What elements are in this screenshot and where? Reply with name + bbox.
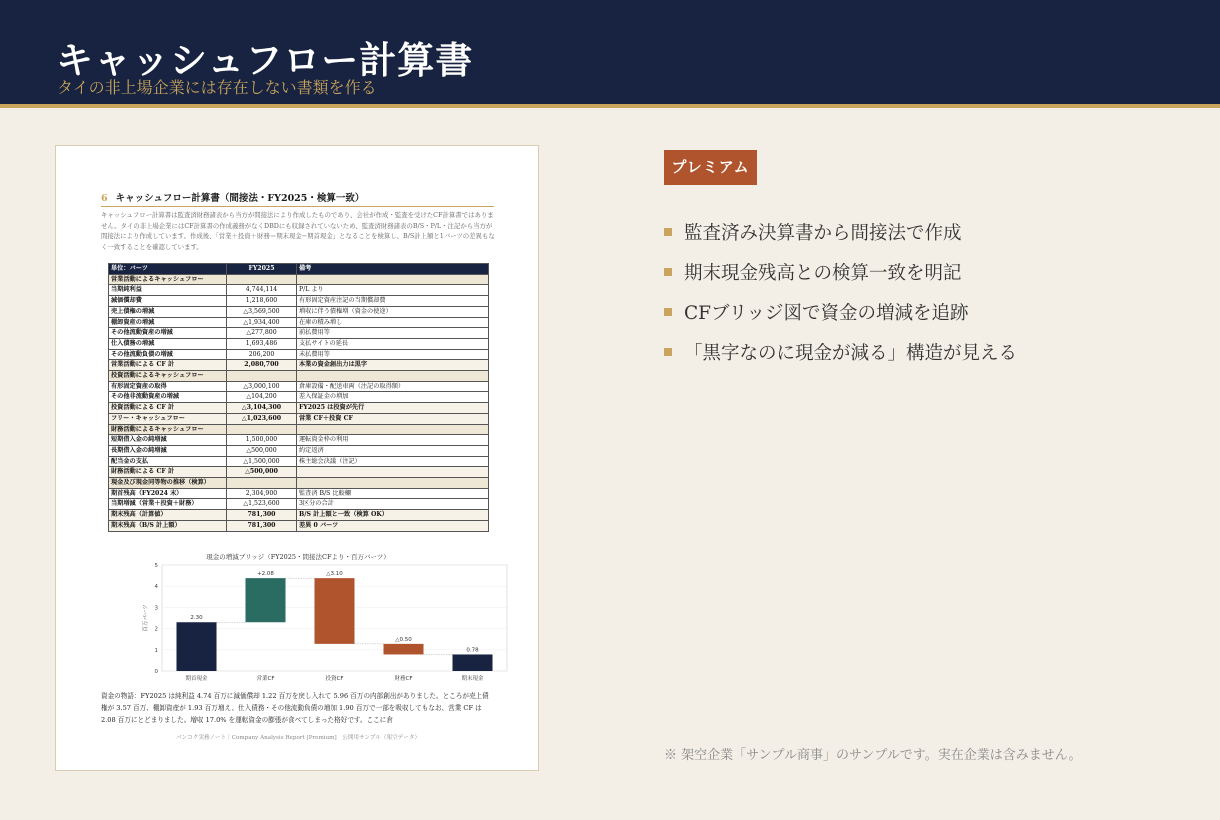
table-section-row [109, 478, 489, 489]
row-label: その他非流動資産の増減 [109, 392, 227, 403]
row-label: 現金及び現金同等物の推移（検算） [109, 478, 227, 489]
row-value: △3,104,300 [227, 403, 297, 414]
row-label: 仕入債務の増減 [109, 338, 227, 349]
header-accent-line [0, 104, 1220, 108]
feature-item [664, 292, 1017, 332]
feature-list [664, 212, 1017, 372]
feature-item [664, 252, 1017, 292]
row-note [297, 424, 489, 435]
chart-bar [314, 578, 354, 644]
row-label: 投資活動による CF 計 [109, 403, 227, 414]
bullet-square-icon [664, 268, 672, 276]
table-section-row [109, 274, 489, 285]
row-value: 1,500,000 [227, 435, 297, 446]
row-note: 在庫の積み増し [297, 317, 489, 328]
x-tick-label: 営業CF [256, 676, 275, 682]
row-value: 206,200 [227, 349, 297, 360]
table-row [109, 338, 489, 349]
row-value: 2,304,900 [227, 488, 297, 499]
table-row [109, 392, 489, 403]
row-note [297, 467, 489, 478]
row-label: 期首残高（FY2024 末） [109, 488, 227, 499]
feature-text: 監査済み決算書から間接法で作成 [684, 223, 962, 244]
table-row [109, 328, 489, 339]
page-subtitle: タイの非上場企業には存在しない書類を作る [57, 78, 377, 97]
bar-data-label: △3.10 [326, 571, 343, 578]
y-tick-label: 1 [154, 647, 158, 654]
bar-data-label: 2.30 [190, 615, 203, 622]
row-value: 4,744,114 [227, 285, 297, 296]
row-value: 781,300 [227, 520, 297, 531]
row-value: △500,000 [227, 445, 297, 456]
y-tick-label: 2 [154, 626, 158, 633]
premium-badge: プレミアム [664, 150, 757, 185]
row-label: 営業活動による CF 計 [109, 360, 227, 371]
row-note [297, 371, 489, 382]
section-title: キャッシュフロー計算書（間接法・FY2025・検算一致） [115, 193, 365, 204]
row-value: 2,080,700 [227, 360, 297, 371]
row-value: △104,200 [227, 392, 297, 403]
row-value [227, 371, 297, 382]
chart-bar [383, 644, 423, 655]
row-label: 長期借入金の純増減 [109, 445, 227, 456]
table-row [109, 306, 489, 317]
page-title: キャッシュフロー計算書 [56, 38, 474, 82]
x-tick-label: 財務CF [394, 676, 413, 682]
y-tick-label: 3 [154, 605, 158, 612]
row-value: △277,800 [227, 328, 297, 339]
row-note: 未払費用等 [297, 349, 489, 360]
table-total-row [109, 510, 489, 521]
row-note: 営業 CF＋投資 CF [297, 413, 489, 424]
row-note: 前払費用等 [297, 328, 489, 339]
table-row [109, 488, 489, 499]
row-value: △1,500,000 [227, 456, 297, 467]
row-value: △1,023,600 [227, 413, 297, 424]
table-section-row [109, 424, 489, 435]
row-label: 当期純利益 [109, 285, 227, 296]
row-label: 期末残高（計算値） [109, 510, 227, 521]
row-value: 1,218,600 [227, 296, 297, 307]
table-row [109, 317, 489, 328]
row-note: 株主総会決議（注記） [297, 456, 489, 467]
row-label: その他流動負債の増減 [109, 349, 227, 360]
table-total-row [109, 520, 489, 531]
row-label: その他流動資産の増減 [109, 328, 227, 339]
row-label: 短期借入金の純増減 [109, 435, 227, 446]
row-value [227, 274, 297, 285]
bar-data-label: 0.78 [466, 647, 479, 654]
row-value: △3,000,100 [227, 381, 297, 392]
table-row [109, 349, 489, 360]
row-label: 投資活動によるキャッシュフロー [109, 371, 227, 382]
row-note: 差異 0 バーツ [297, 520, 489, 531]
row-note: 増収に伴う債権増（資金の使途） [297, 306, 489, 317]
row-label: 当期増減（営業＋投資＋財務） [109, 499, 227, 510]
table-row [109, 499, 489, 510]
feature-item [664, 332, 1017, 372]
x-tick-label: 期末現金 [461, 676, 484, 682]
row-value [227, 424, 297, 435]
table-header-row [109, 264, 489, 275]
y-tick-label: 4 [154, 584, 158, 591]
chart-bar [176, 622, 216, 671]
row-note: 運転資金枠の利用 [297, 435, 489, 446]
row-label: 売上債権の増減 [109, 306, 227, 317]
row-note: 有形固定資産注記の当期償却費 [297, 296, 489, 307]
row-label: 棚卸資産の増減 [109, 317, 227, 328]
row-note: B/S 計上額と一致（検算 OK） [297, 510, 489, 521]
disclaimer-note: ※ 架空企業「サンプル商事」のサンプルです。実在企業は含みません。 [664, 748, 1082, 763]
row-value: △1,934,400 [227, 317, 297, 328]
row-note: 差入保証金の増加 [297, 392, 489, 403]
row-note [297, 478, 489, 489]
bar-data-label: △0.50 [395, 636, 412, 643]
row-value: 781,300 [227, 510, 297, 521]
y-tick-label: 5 [154, 563, 158, 569]
row-note: 本業の資金創出力は黒字 [297, 360, 489, 371]
table-total-row [109, 360, 489, 371]
table-section-row [109, 371, 489, 382]
row-value: △500,000 [227, 467, 297, 478]
bullet-square-icon [664, 348, 672, 356]
bar-data-label: +2.08 [257, 571, 274, 578]
x-tick-label: 期首現金 [185, 676, 208, 682]
row-label: 期末残高（B/S 計上額） [109, 520, 227, 531]
row-note: 3区分の合計 [297, 499, 489, 510]
y-tick-label: 0 [154, 669, 158, 675]
bullet-square-icon [664, 228, 672, 236]
chart-bar [245, 578, 285, 622]
chart-title: 現金の増減ブリッジ（FY2025・間接法CFより・百万バーツ） [206, 553, 390, 561]
row-label: 有形固定資産の取得 [109, 381, 227, 392]
table-total-row [109, 403, 489, 414]
column-header-fy2025: FY2025 [227, 264, 297, 275]
chart-bar [452, 654, 492, 671]
row-label: 財務活動による CF 計 [109, 467, 227, 478]
feature-text: CFブリッジ図で資金の増減を追跡 [684, 303, 969, 324]
row-label: 財務活動によるキャッシュフロー [109, 424, 227, 435]
document-story: 資金の物語：FY2025 は純利益 4.74 百万に減価償却 1.22 百万を戻し入れて 5.96 百万の内部創出がありました。ところが売上債権が 3.57 百万、棚卸資産が 1.93 百万増え、仕入債務・その他流動負債の増加 1.90 百万で一部を吸収してもなお、営業 CF は 2.08 百万にとどまりました。増収 17.0% を運転資金の膨張が食べてしまった格好です。ここに倉 [101, 692, 489, 724]
document-intro: キャッシュフロー計算書は監査済財務諸表から当方が間接法により作成したものであり、会社が作成・監査を受けたCF計算書ではありません。タイの非上場企業にはCF計算書の作成義務がなくDBDにも収録されていないため、監査済財務諸表のB/S・P/L・注記から当方が間接法により作成しています。作成後、「営業＋投資＋財務＝期末現金−期首現金」となることを検算し、B/S計上額と1バーツの差異もなく一致することを確認しています。 [101, 211, 495, 251]
x-tick-label: 投資CF [325, 676, 344, 682]
row-label: 減価償却費 [109, 296, 227, 307]
row-note [297, 274, 489, 285]
document-preview [55, 145, 539, 771]
row-note: 監査済 B/S 比較欄 [297, 488, 489, 499]
section-number: 6 [101, 193, 108, 204]
row-note: 倉庫設備・配送車両（注記の取得額） [297, 381, 489, 392]
row-note: 約定返済 [297, 445, 489, 456]
column-header-item: 単位：バーツ [109, 264, 227, 275]
row-note: P/L より [297, 285, 489, 296]
column-header-note: 備考 [297, 264, 489, 275]
row-value: △3,569,500 [227, 306, 297, 317]
row-label: フリー・キャッシュフロー [109, 413, 227, 424]
table-row [109, 445, 489, 456]
feature-text: 「黒字なのに現金が減る」構造が見える [684, 343, 1018, 364]
y-axis-label: 百万バーツ [143, 604, 149, 632]
row-value [227, 478, 297, 489]
document-section-heading [101, 190, 494, 207]
cash-bridge-chart [141, 561, 521, 689]
table-total-row [109, 467, 489, 478]
table-row [109, 296, 489, 307]
row-value: 1,693,486 [227, 338, 297, 349]
row-note: FY2025 は投資が先行 [297, 403, 489, 414]
document-footer: バンコク実務ノート｜Company Analysis Report [Premium] 公開用サンプル（架空データ） [175, 735, 421, 741]
table-total-row [109, 413, 489, 424]
cashflow-table [108, 263, 489, 532]
cashflow-table-body [109, 274, 489, 531]
row-label: 営業活動によるキャッシュフロー [109, 274, 227, 285]
bullet-square-icon [664, 308, 672, 316]
row-value: △1,523,600 [227, 499, 297, 510]
row-label: 配当金の支払 [109, 456, 227, 467]
row-note: 支払サイトの延長 [297, 338, 489, 349]
feature-text: 期末現金残高との検算一致を明記 [684, 263, 962, 284]
table-row [109, 381, 489, 392]
feature-item [664, 212, 1017, 252]
table-row [109, 285, 489, 296]
table-row [109, 456, 489, 467]
table-row [109, 435, 489, 446]
